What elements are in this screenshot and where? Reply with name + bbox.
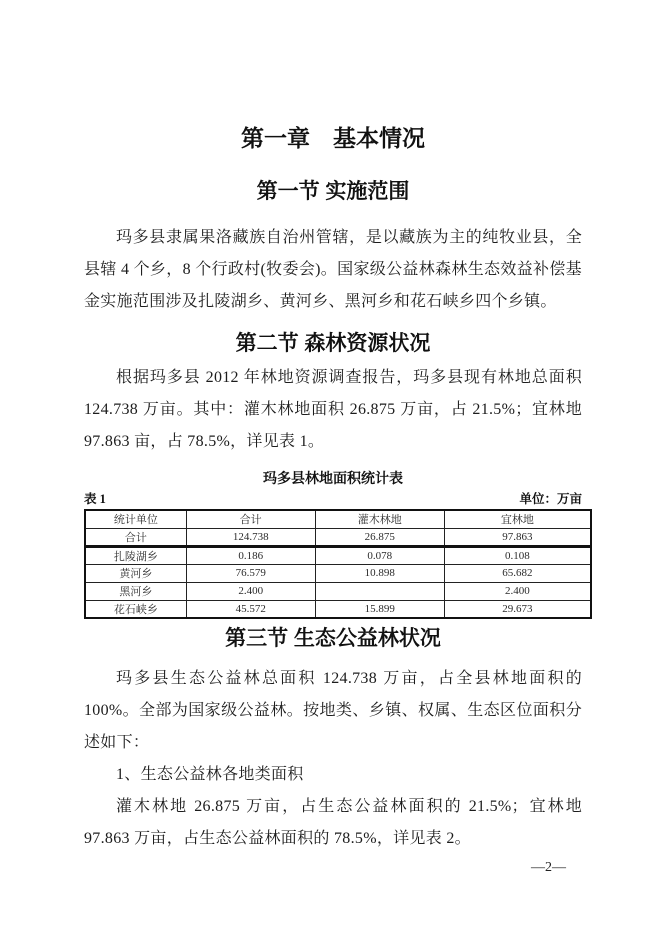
land-area-table [84, 509, 592, 619]
table-row-zhalinghu [85, 546, 591, 564]
table-header-row [85, 510, 591, 528]
section-heading-ecological-forest: 第三节 生态公益林状况 [225, 627, 441, 650]
table-header-cell: 宜林地 [444, 510, 591, 528]
table-cell: 黄河乡 [85, 564, 186, 582]
table-cell: 29.673 [444, 600, 591, 618]
table-cell: 97.863 [444, 528, 591, 546]
table-row-huashixia [85, 600, 591, 618]
table-header-cell: 灌木林地 [315, 510, 444, 528]
table-header-cell: 统计单位 [85, 510, 186, 528]
list-item-land-types: 1、生态公益林各地类面积 [116, 766, 304, 783]
paragraph-ecological-forest: 玛多县生态公益林总面积 124.738 万亩，占全县林地面积的 100%。全部为国家级公益林。按地类、乡镇、权属、生态区位面积分述如下： [84, 670, 582, 751]
table-header-cell: 合计 [186, 510, 315, 528]
table-cell: 0.078 [315, 546, 444, 564]
table-cell: 2.400 [186, 582, 315, 600]
table-cell: 黑河乡 [85, 582, 186, 600]
table-label: 表 1 [84, 492, 106, 506]
table-cell: 15.899 [315, 600, 444, 618]
table-cell: 扎陵湖乡 [85, 546, 186, 564]
table-cell: 合计 [85, 528, 186, 546]
page-number: —2— [531, 860, 566, 875]
table-cell: 45.572 [186, 600, 315, 618]
table-meta-row [84, 491, 582, 507]
paragraph-forest-resources: 根据玛多县 2012 年林地资源调查报告，玛多县现有林地总面积 124.738 万亩。其中：灌木林地面积 26.875 万亩，占 21.5%；宜林地 97.863 亩，占 78.5%，详见表 1。 [84, 369, 582, 450]
table-row-heihe [85, 582, 591, 600]
paragraph-implementation-scope: 玛多县隶属果洛藏族自治州管辖，是以藏族为主的纯牧业县，全县辖 4 个乡，8 个行政村(牧委会)。国家级公益林森林生态效益补偿基金实施范围涉及扎陵湖乡、黄河乡、黑河乡和花石峡乡四个乡镇。 [84, 229, 582, 310]
table-cell: 65.682 [444, 564, 591, 582]
table-cell: 2.400 [444, 582, 591, 600]
table-caption: 玛多县林地面积统计表 [263, 470, 403, 486]
table-cell: 26.875 [315, 528, 444, 546]
table-cell: 0.186 [186, 546, 315, 564]
section-heading-implementation-scope: 第一节 实施范围 [256, 180, 410, 203]
chapter-heading: 第一章 基本情况 [241, 125, 425, 151]
table-unit-label: 单位：万亩 [519, 492, 582, 506]
table-row-huanghe [85, 564, 591, 582]
table-cell: 124.738 [186, 528, 315, 546]
table-cell: 0.108 [444, 546, 591, 564]
section-heading-forest-resources: 第二节 森林资源状况 [235, 332, 431, 355]
table-cell: 76.579 [186, 564, 315, 582]
paragraph-land-types-detail: 灌木林地 26.875 万亩，占生态公益林面积的 21.5%；宜林地 97.863 万亩，占生态公益林面积的 78.5%，详见表 2。 [84, 798, 582, 847]
table-cell: 花石峡乡 [85, 600, 186, 618]
table-row-total [85, 528, 591, 546]
table-cell: 10.898 [315, 564, 444, 582]
table-cell [315, 582, 444, 600]
document-page [84, 0, 582, 855]
